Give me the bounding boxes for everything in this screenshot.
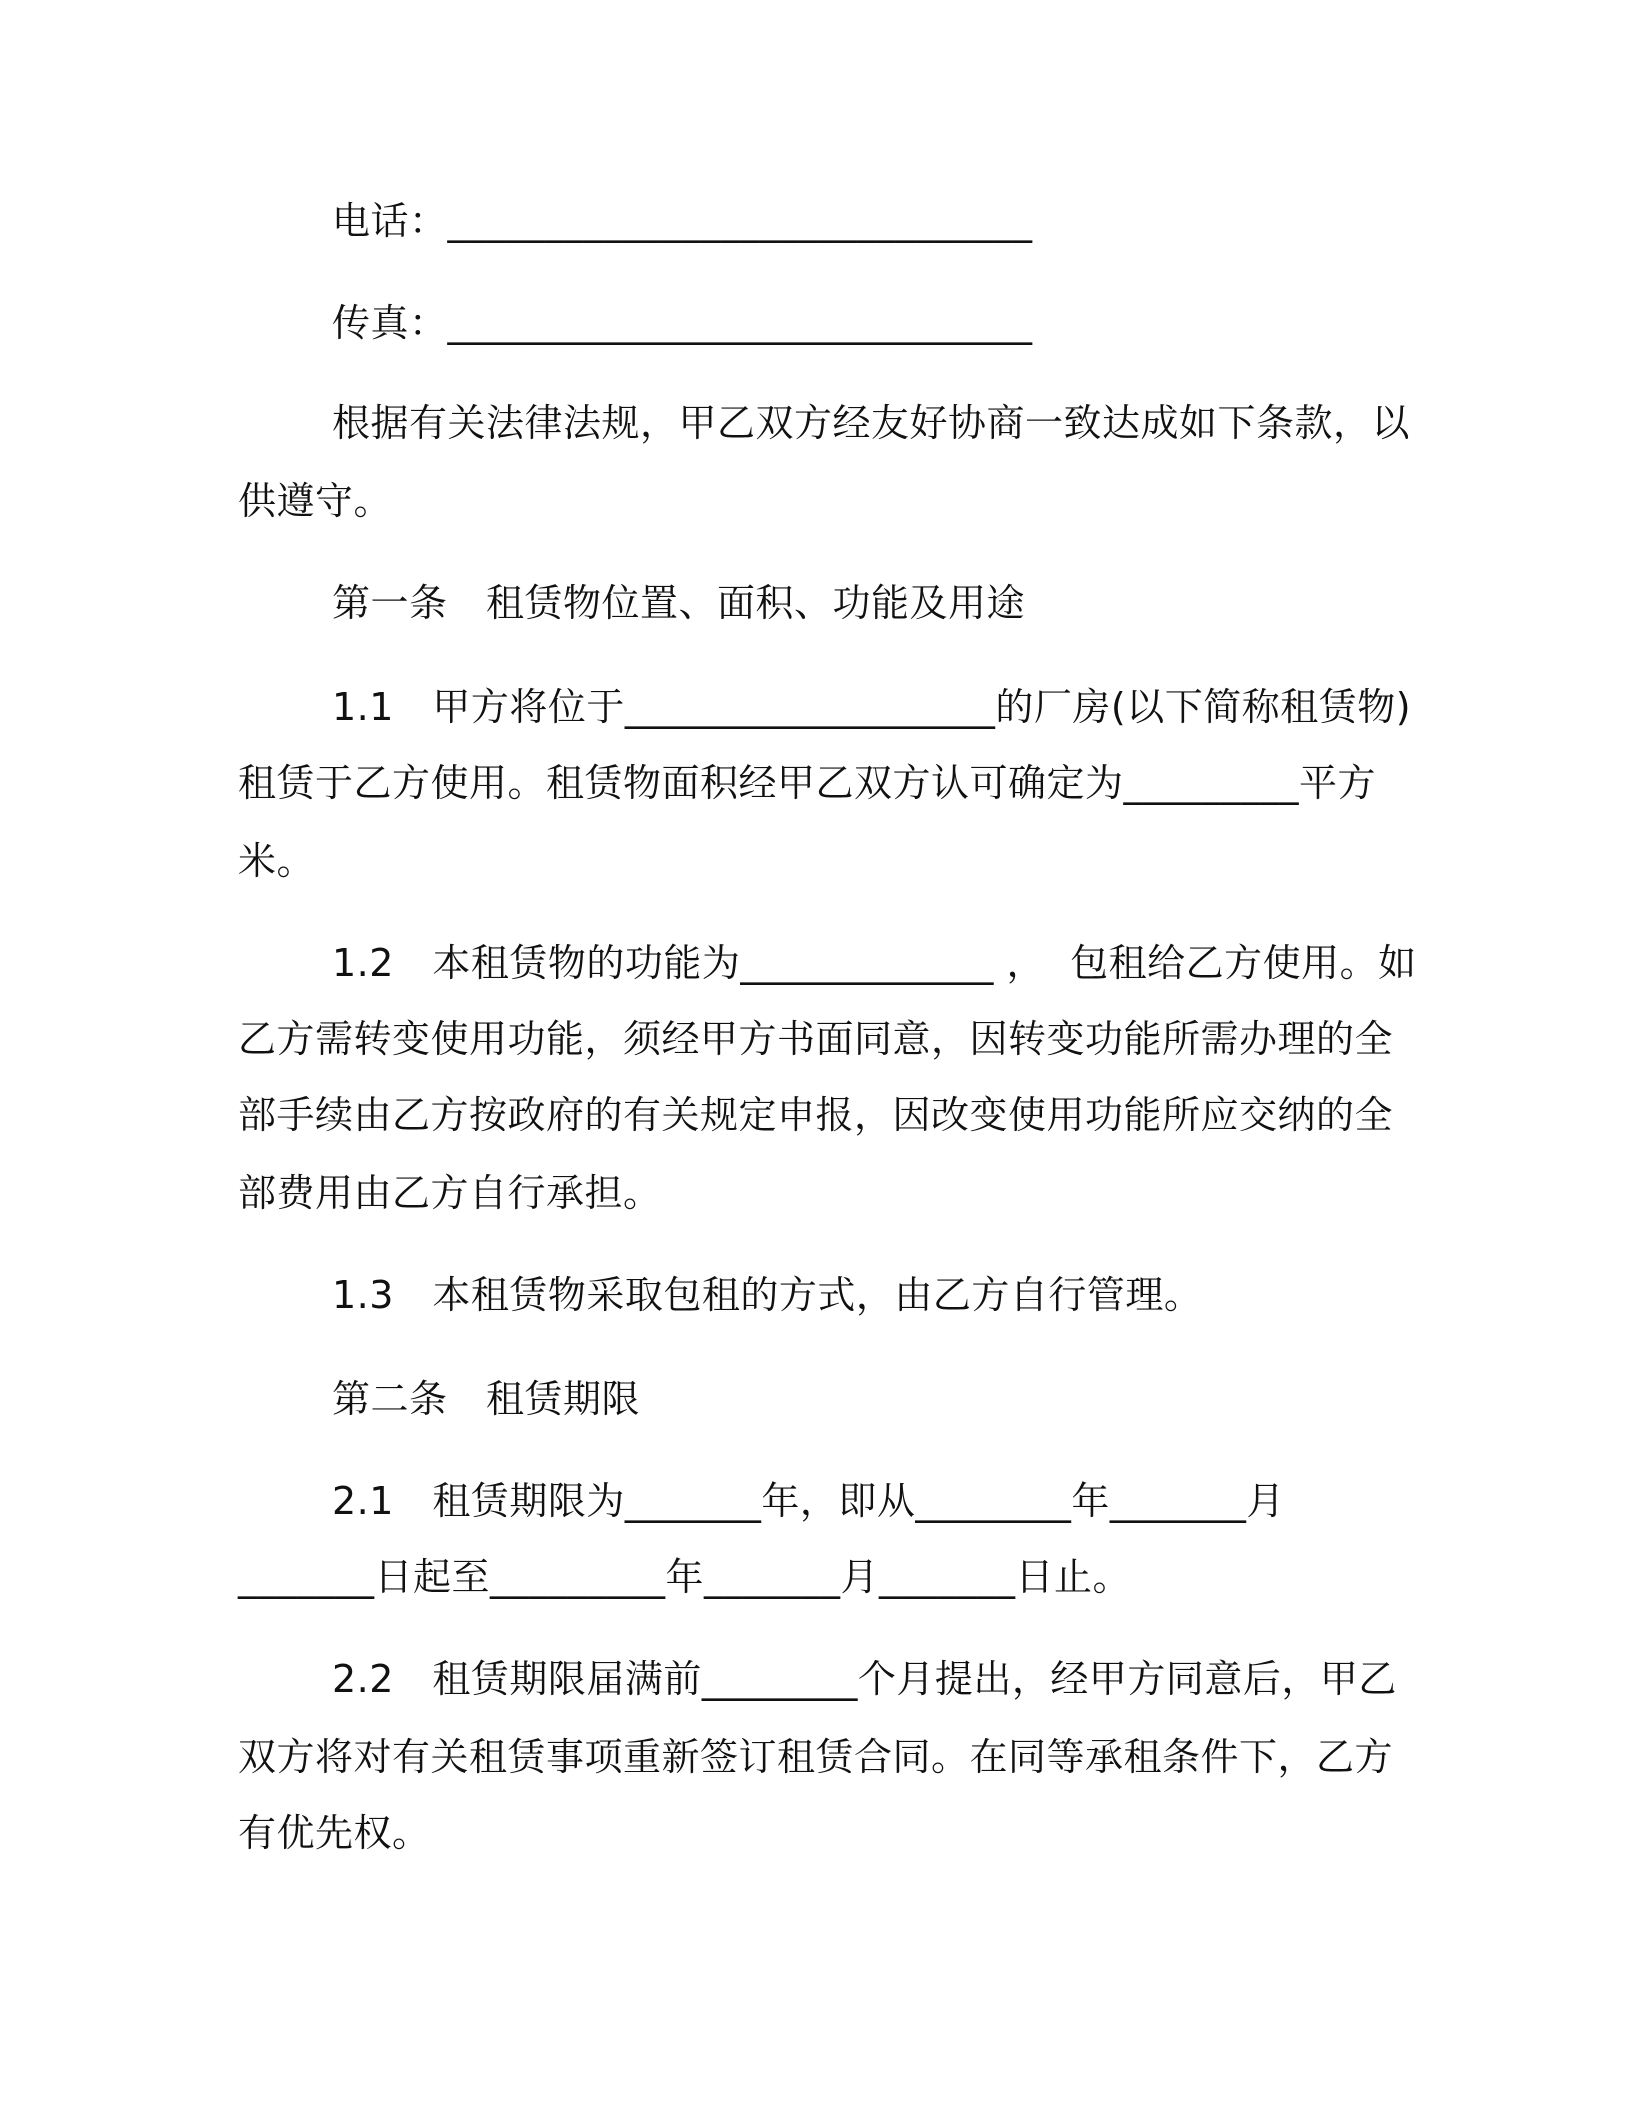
clause-2-1-line-2: _______日起至_________年_______月_______日止。 [238, 1555, 1132, 1599]
article-1-heading: 第一条 租赁物位置、面积、功能及用途 [332, 581, 1026, 625]
clause-1-2-line-1: 1.2 本租赁物的功能为_____________ ， 包租给乙方使用。如 [332, 941, 1417, 985]
clause-1-1-line-3: 米。 [238, 839, 316, 883]
clause-1-2-line-2: 乙方需转变使用功能，须经甲方书面同意，因转变功能所需办理的全 [238, 1017, 1394, 1061]
clause-2-2-line-3: 有优先权。 [238, 1811, 431, 1855]
article-2-heading: 第二条 租赁期限 [332, 1377, 641, 1421]
clause-1-3: 1.3 本租赁物采取包租的方式，由乙方自行管理。 [332, 1273, 1203, 1317]
clause-2-1-line-1: 2.1 租赁期限为_______年，即从________年_______月 [332, 1479, 1285, 1523]
clause-1-2-line-3: 部手续由乙方按政府的有关规定申报，因改变使用功能所应交纳的全 [238, 1093, 1394, 1137]
fax-line: 传真：______________________________ [332, 301, 1033, 345]
clause-2-2-line-2: 双方将对有关租赁事项重新签订租赁合同。在同等承租条件下，乙方 [238, 1735, 1394, 1779]
clause-1-1-line-2: 租赁于乙方使用。租赁物面积经甲乙双方认可确定为_________平方 [238, 761, 1377, 805]
intro-line-1: 根据有关法律法规，甲乙双方经友好协商一致达成如下条款，以 [332, 401, 1411, 445]
clause-2-2-line-1: 2.2 租赁期限届满前________个月提出，经甲方同意后，甲乙 [332, 1657, 1397, 1701]
clause-1-1-line-1: 1.1 甲方将位于___________________的厂房(以下简称租赁物) [332, 685, 1412, 729]
phone-line: 电话：______________________________ [332, 199, 1033, 243]
intro-line-2: 供遵守。 [238, 479, 393, 523]
clause-1-2-line-4: 部费用由乙方自行承担。 [238, 1171, 662, 1215]
